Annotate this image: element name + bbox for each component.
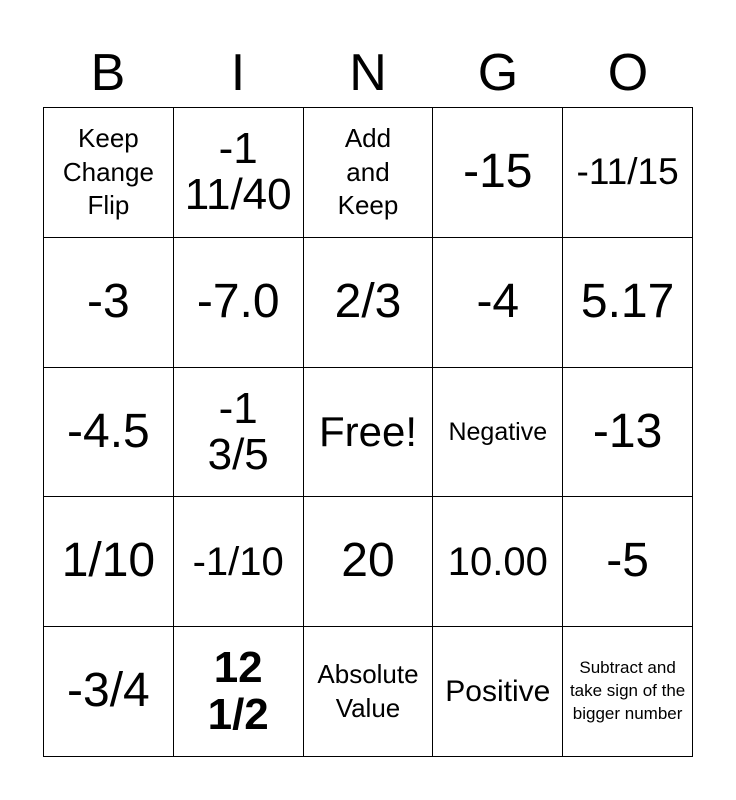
bingo-cell-r2c1[interactable] — [44, 238, 174, 368]
bingo-cell-r3c4[interactable] — [433, 368, 563, 498]
bingo-cell-r2c5[interactable] — [563, 238, 693, 368]
cell-text: 10.00 — [447, 539, 548, 584]
cell-text: -1/10 — [192, 539, 284, 584]
cell-text: -11/15 — [576, 151, 679, 193]
cell-text: 1/10 — [61, 534, 156, 588]
cell-text: -3 — [87, 274, 130, 328]
bingo-cell-r3c3[interactable] — [304, 368, 434, 498]
bingo-cell-r1c3[interactable] — [304, 108, 434, 238]
bingo-cell-r3c5[interactable] — [563, 368, 693, 498]
cell-text: Positive — [445, 674, 551, 708]
header-letter-i: I — [230, 44, 246, 102]
bingo-cell-r3c1[interactable] — [44, 368, 174, 498]
bingo-cell-r5c1[interactable] — [44, 627, 174, 757]
cell-text: 5.17 — [580, 274, 675, 328]
cell-text: -5 — [606, 534, 649, 588]
bingo-cell-r4c3[interactable] — [304, 497, 434, 627]
cell-text: -7.0 — [196, 274, 280, 328]
cell-text: 2/3 — [334, 274, 402, 328]
bingo-cell-r1c5[interactable] — [563, 108, 693, 238]
bingo-cell-r1c4[interactable] — [433, 108, 563, 238]
bingo-cell-r2c3[interactable] — [304, 238, 434, 368]
bingo-cell-r2c4[interactable] — [433, 238, 563, 368]
bingo-cell-r4c5[interactable] — [563, 497, 693, 627]
header-letter-o: O — [607, 44, 649, 102]
cell-text: -1 11/40 — [184, 124, 292, 220]
bingo-cell-r5c4[interactable] — [433, 627, 563, 757]
bingo-cell-r3c2[interactable] — [174, 368, 304, 498]
cell-text: Keep Change Flip — [62, 122, 154, 221]
bingo-cell-r4c1[interactable] — [44, 497, 174, 627]
bingo-board — [43, 107, 693, 757]
header-letter-g: G — [477, 44, 519, 102]
cell-text: -15 — [463, 145, 533, 198]
cell-text: -4.5 — [67, 404, 150, 458]
bingo-cell-r5c2[interactable] — [174, 627, 304, 757]
cell-text: Free! — [318, 407, 417, 455]
cell-text: 20 — [341, 534, 395, 588]
bingo-cell-r1c2[interactable] — [174, 108, 304, 238]
header-letter-n: N — [349, 44, 387, 102]
cell-text: -3/4 — [67, 664, 150, 718]
cell-text: Absolute Value — [317, 658, 419, 723]
bingo-cell-r4c4[interactable] — [433, 497, 563, 627]
cell-text: Add and Keep — [337, 122, 399, 221]
cell-text: -4 — [476, 274, 520, 328]
cell-text: 12 1/2 — [207, 643, 269, 739]
bingo-cell-r5c3[interactable] — [304, 627, 434, 757]
cell-text: Subtract and take sign of the bigger number — [569, 658, 686, 724]
header-letter-b: B — [90, 44, 126, 102]
bingo-cell-r5c5[interactable] — [563, 627, 693, 757]
bingo-cell-r2c2[interactable] — [174, 238, 304, 368]
cell-text: -1 3/5 — [207, 383, 269, 479]
cell-text: -13 — [592, 404, 663, 458]
bingo-cell-r1c1[interactable] — [44, 108, 174, 238]
bingo-header — [43, 40, 693, 106]
cell-text: Negative — [448, 417, 548, 446]
bingo-cell-r4c2[interactable] — [174, 497, 304, 627]
